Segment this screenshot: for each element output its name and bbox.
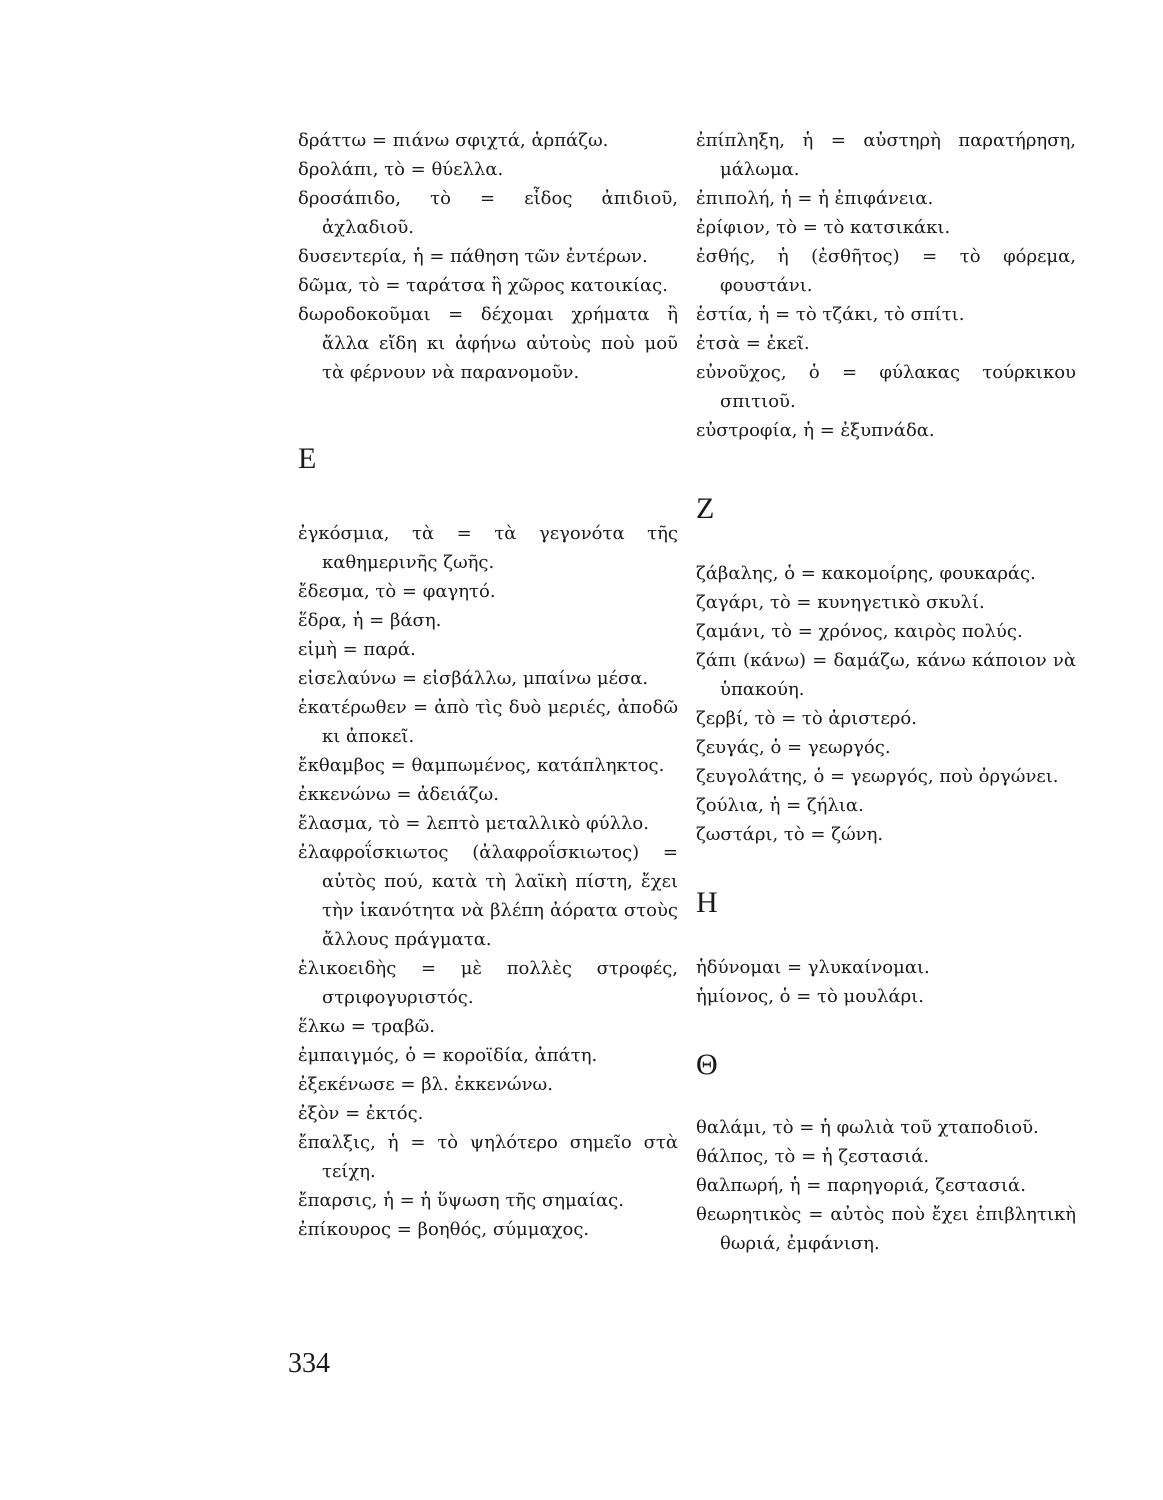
glossary-entry: δροσάπιδο, τὸ = εἶδος ἀπιδιοῦ, ἀχλαδιοῦ.: [298, 188, 684, 238]
glossary-entry: ἐσθής, ἡ (ἐσθῆτος) = τὸ φόρεμα, φουστάνι.: [696, 246, 1082, 296]
section-letter-zeta: Ζ: [696, 492, 715, 525]
glossary-entry: θαλπωρή, ἡ = παρηγοριά, ζεστασιά.: [696, 1175, 1026, 1196]
glossary-entry: ἡμίονος, ὁ = τὸ μουλάρι.: [696, 986, 924, 1007]
glossary-entry: ἕλκω = τραβῶ.: [298, 1016, 436, 1037]
glossary-entry: ἐλαφροΐσκιωτος (ἀλαφροΐσκιωτος) = αὐτὸς πού, κατὰ τὴ λαϊκὴ πίστη, ἔχει τὴν ἱκανότητα νὰ βλέπη ἀόρατα στοὺς ἄλλους πράγματα.: [298, 842, 684, 950]
glossary-entry: ζευγάς, ὁ = γεωργός.: [696, 737, 891, 758]
glossary-entry: ζάβαλης, ὁ = κακομοίρης, φουκαράς.: [696, 563, 1036, 584]
glossary-entry: ἑλικοειδὴς = μὲ πολλὲς στροφές, στριφογυριστός.: [298, 958, 684, 1008]
glossary-entry: δωροδοκοῦμαι = δέχομαι χρήματα ἢ ἄλλα εἴδη κι ἀφήνω αὐτοὺς ποὺ μοῦ τὰ φέρνουν νὰ παρανομοῦν.: [298, 304, 684, 383]
glossary-entry: ἔπαλξις, ἡ = τὸ ψηλότερο σημεῖο στὰ τείχη.: [298, 1132, 684, 1182]
glossary-entry: δράττω = πιάνω σφιχτά, ἁρπάζω.: [298, 130, 609, 151]
glossary-entry: ζούλια, ἡ = ζήλια.: [696, 795, 864, 816]
glossary-entry: ζερβί, τὸ = τὸ ἀριστερό.: [696, 708, 917, 729]
glossary-entry: θάλπος, τὸ = ἡ ζεστασιά.: [696, 1146, 930, 1167]
left-column: [298, 126, 684, 1244]
glossary-entry: εὐνοῦχος, ὁ = φύλακας τούρκικου σπιτιοῦ.: [696, 362, 1082, 412]
glossary-entry: ζαγάρι, τὸ = κυνηγετικὸ σκυλί.: [696, 592, 985, 613]
glossary-entry: δυσεντερία, ἡ = πάθηση τῶν ἐντέρων.: [298, 246, 648, 267]
glossary-entry: ἔκθαμβος = θαμπωμένος, κατάπληκτος.: [298, 755, 665, 776]
glossary-entry: εἰμὴ = παρά.: [298, 639, 416, 660]
glossary-entry: ζαμάνι, τὸ = χρόνος, καιρὸς πολύς.: [696, 621, 1023, 642]
glossary-entry: ζευγολάτης, ὁ = γεωργός, ποὺ ὀργώνει.: [696, 766, 1059, 787]
glossary-entry: ἑκατέρωθεν = ἀπὸ τὶς δυὸ μεριές, ἀποδῶ κι ἀποκεῖ.: [298, 697, 684, 747]
glossary-entry: ἐκκενώνω = ἀδειάζω.: [298, 784, 499, 805]
section-letter-theta: Θ: [696, 1048, 718, 1081]
glossary-entry: δρολάπι, τὸ = θύελλα.: [298, 159, 504, 180]
glossary-entry: δῶμα, τὸ = ταράτσα ἢ χῶρος κατοικίας.: [298, 275, 668, 296]
glossary-entry: ἑστία, ἡ = τὸ τζάκι, τὸ σπίτι.: [696, 304, 965, 325]
glossary-entry: ἐξεκένωσε = βλ. ἐκκενώνω.: [298, 1074, 553, 1095]
glossary-entry: ἐπίκουρος = βοηθός, σύμμαχος.: [298, 1219, 590, 1240]
glossary-entry: ἐπιπολή, ἡ = ἡ ἐπιφάνεια.: [696, 188, 934, 209]
glossary-entry: ἔλασμα, τὸ = λεπτὸ μεταλλικὸ φύλλο.: [298, 813, 649, 834]
section-letter-epsilon: Ε: [298, 442, 317, 475]
glossary-entry: εἰσελαύνω = εἰσβάλλω, μπαίνω μέσα.: [298, 668, 649, 689]
glossary-entry: ἐξὸν = ἐκτός.: [298, 1103, 424, 1124]
glossary-entry: θεωρητικὸς = αὐτὸς ποὺ ἔχει ἐπιβλητικὴ θωριά, ἐμφάνιση.: [696, 1204, 1082, 1254]
right-column: [696, 126, 1082, 1258]
glossary-entry: ζωστάρι, τὸ = ζώνη.: [696, 824, 884, 845]
page-number: 334: [288, 1348, 330, 1379]
glossary-entry: θαλάμι, τὸ = ἡ φωλιὰ τοῦ χταποδιοῦ.: [696, 1117, 1039, 1138]
glossary-entry: ἐτσὰ = ἐκεῖ.: [696, 333, 810, 354]
glossary-entry: ἡδύνομαι = γλυκαίνομαι.: [696, 957, 930, 978]
glossary-entry: εὐστροφία, ἡ = ἐξυπνάδα.: [696, 420, 935, 441]
glossary-entry: ἐμπαιγμός, ὁ = κοροϊδία, ἀπάτη.: [298, 1045, 598, 1066]
glossary-entry: ἔπαρσις, ἡ = ἡ ὕψωση τῆς σημαίας.: [298, 1190, 624, 1211]
glossary-entry: ἐρίφιον, τὸ = τὸ κατσικάκι.: [696, 217, 951, 238]
glossary-entry: ζάπι (κάνω) = δαμάζω, κάνω κάποιον νὰ ὑπακούη.: [696, 650, 1082, 700]
glossary-entry: ἕδρα, ἡ = βάση.: [298, 610, 442, 631]
section-letter-eta: Η: [696, 886, 718, 919]
glossary-entry: ἐπίπληξη, ἡ = αὐστηρὴ παρατήρηση, μάλωμα.: [696, 130, 1082, 180]
glossary-entry: ἐγκόσμια, τὰ = τὰ γεγονότα τῆς καθημερινῆς ζωῆς.: [298, 523, 684, 573]
glossary-entry: ἔδεσμα, τὸ = φαγητό.: [298, 581, 496, 602]
